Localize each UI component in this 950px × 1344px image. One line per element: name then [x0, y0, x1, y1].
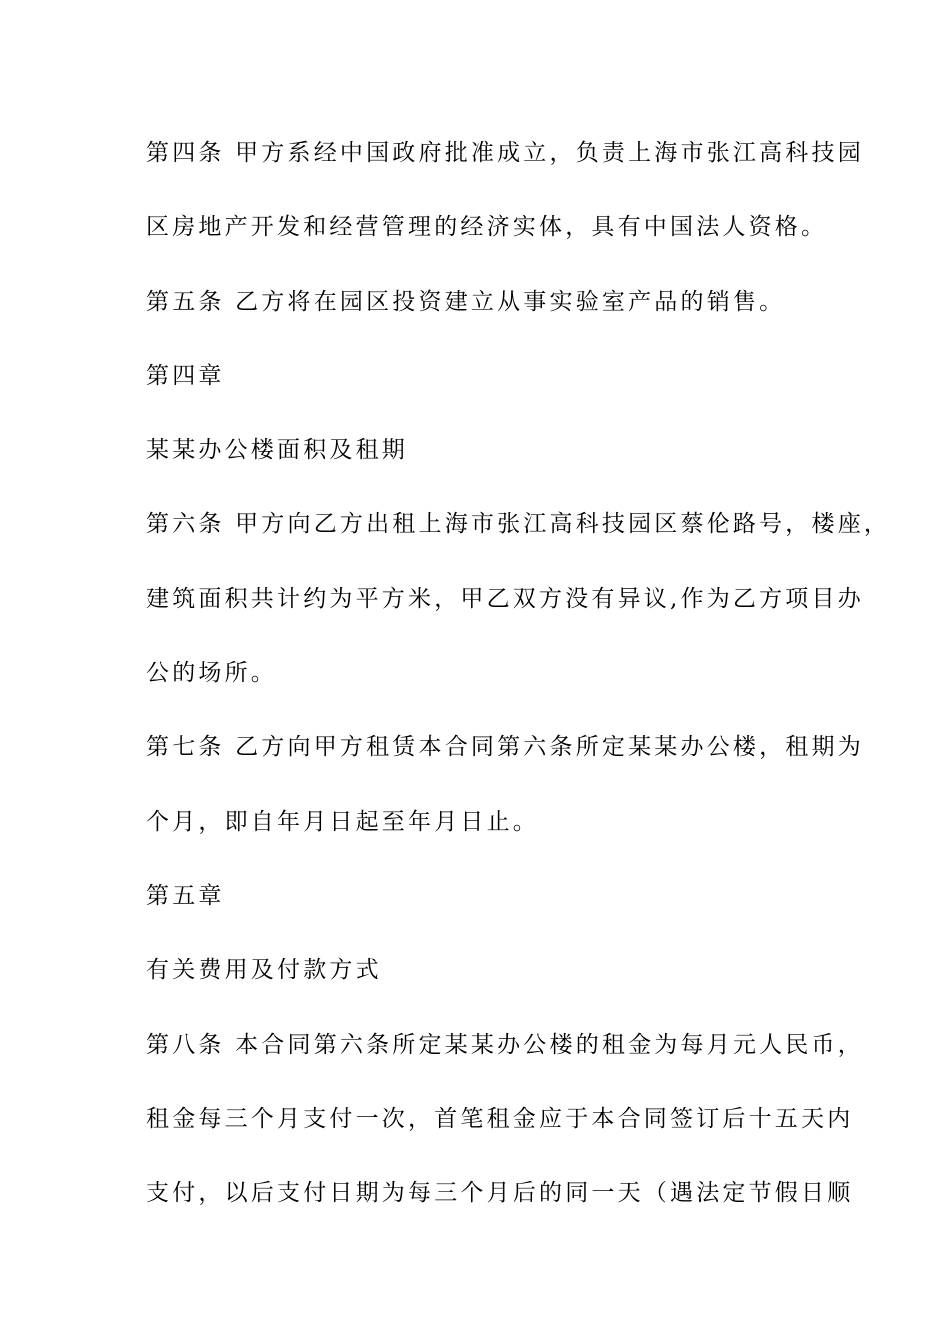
document-body — [146, 128, 891, 1242]
clause-7-line-2: 个月，即自年月日起至年月日止。 — [146, 808, 539, 835]
clause-6-line-2: 建筑面积共计约为平方米，甲乙双方没有异议,作为乙方项目办 — [146, 585, 864, 612]
chapter-4-title: 某某办公楼面积及租期 — [146, 437, 408, 464]
clause-4-line-2: 区房地产开发和经营管理的经济实体，具有中国法人资格。 — [146, 214, 828, 241]
chapter-5-heading: 第五章 — [146, 882, 225, 909]
clause-5: 第五条 乙方将在园区投资建立从事实验室产品的销售。 — [146, 288, 786, 315]
clause-4-line-1: 第四条 甲方系经中国政府批准成立，负责上海市张江高科技园 — [146, 140, 864, 166]
clause-8-line-2: 租金每三个月支付一次，首笔租金应于本合同签订后十五天内 — [146, 1105, 854, 1132]
clause-7-line-1: 第七条 乙方向甲方租赁本合同第六条所定某某办公楼，租期为 — [146, 734, 864, 761]
clause-6-line-3: 公的场所。 — [146, 660, 277, 687]
clause-8-line-1: 第八条 本合同第六条所定某某办公楼的租金为每月元人民币， — [146, 1031, 864, 1058]
clause-8-line-3: 支付，以后支付日期为每三个月后的同一天（遇法定节假日顺 — [146, 1180, 854, 1207]
chapter-4-heading: 第四章 — [146, 362, 225, 389]
chapter-5-title: 有关费用及付款方式 — [146, 957, 382, 984]
clause-6-line-1: 第六条 甲方向乙方出租上海市张江高科技园区蔡伦路号，楼座， — [146, 511, 891, 538]
